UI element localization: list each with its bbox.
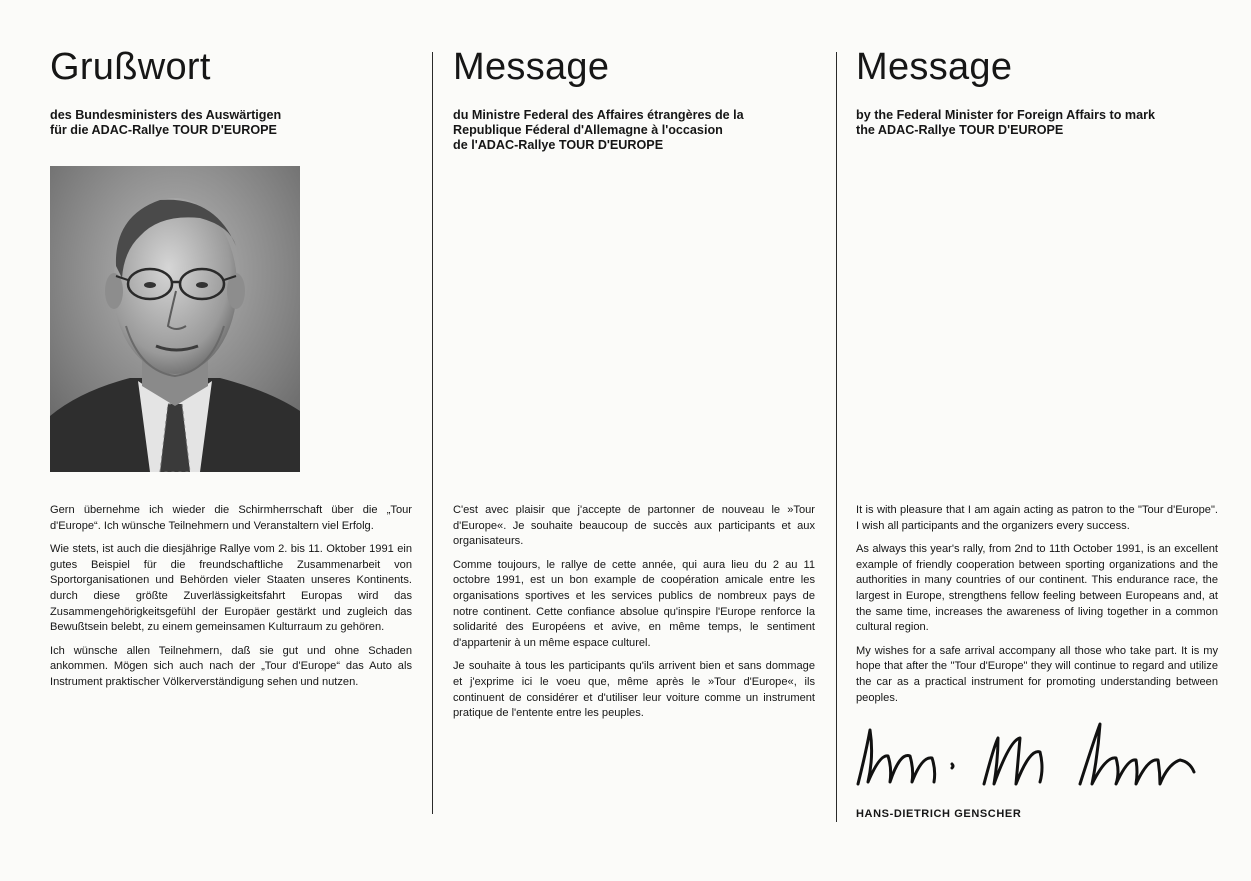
subtitle-line: des Bundesministers des Auswärtigen — [50, 108, 282, 122]
french-column — [453, 0, 815, 881]
body-paragraph: Gern übernehme ich wieder die Schirmherrschaft über die „Tour d'Europe“. Ich wünsche Teilnehmern und Veranstaltern viel Erfolg. — [50, 504, 412, 532]
subtitle — [453, 108, 813, 153]
body-paragraph: As always this year's rally, from 2nd to 11th October 1991, is an excellent example of friendly cooperation between sporting organizations and the authorities in many countries of our continent. This endurance race, the largest in Europe, strengthens fellow feeling between Europeans and, at the same time, increases the awareness of living together in a common cultural region. — [856, 543, 1218, 634]
subtitle-line: Republique Féderal d'Allemagne à l'occasion — [453, 123, 723, 137]
body-paragraph: My wishes for a safe arrival accompany all those who take part. It is my hope that after the "Tour d'Europe" they will continue to regard and utilize the car as a practical instrument for promoting understanding between peoples. — [856, 644, 1218, 704]
subtitle-line: de l'ADAC-Rallye TOUR D'EUROPE — [453, 138, 664, 152]
column-divider — [432, 52, 433, 814]
body-paragraph: Ich wünsche allen Teilnehmern, daß sie gut und ohne Schaden ankommen. Mögen sich auch nach der „Tour d'Europe“ das Auto als Instrument praktischer Völkerverständigung sehen und nutzen. — [50, 644, 412, 688]
portrait-photo — [50, 166, 300, 472]
subtitle-line: für die ADAC-Rallye TOUR D'EUROPE — [50, 123, 277, 137]
body-paragraph: Comme toujours, le rallye de cette année, qui aura lieu du 2 au 11 octobre 1991, est un bon example de coopération amicale entre les organisations sportives et les services publics de nombreux pays de notre continent. Cette confiance absolue qu'inspire l'Europe renforce la solidarité des Européens et avive, en même temps, le sentiment d'appartenir à un même espace culturel. — [453, 558, 815, 649]
page-title: Grußwort — [50, 46, 211, 88]
body-paragraph: It is with pleasure that I am again acting as patron to the "Tour d'Europe". I wish all participants and the organizers every success. — [856, 504, 1218, 532]
column-divider — [836, 52, 837, 822]
body-paragraph: Wie stets, ist auch die diesjährige Rallye vom 2. bis 11. Oktober 1991 ein gutes Beispiel für die freundschaftliche Zusammenarbeit von Sportorganisationen und Behörden vieler Staaten unseres Kontinents. durch diese größte Zuverlässigkeitsfahrt Europas wird das Zusammengehörigkeitsgefühl der Europäer gestärkt und zugleich das Bewußtsein belebt, zu einem gemeinsamen Kulturraum zu gehören. — [50, 543, 412, 634]
subtitle-line: du Ministre Federal des Affaires étrangères de la — [453, 108, 744, 122]
subtitle — [856, 108, 1216, 138]
english-column — [856, 0, 1218, 881]
message-body — [50, 503, 412, 699]
page-title: Message — [453, 46, 610, 88]
message-body — [453, 503, 815, 730]
page-title: Message — [856, 46, 1013, 88]
subtitle-line: the ADAC-Rallye TOUR D'EUROPE — [856, 123, 1064, 137]
handwritten-signature — [844, 712, 1214, 804]
german-column — [50, 0, 412, 881]
subtitle-line: by the Federal Minister for Foreign Affairs to mark — [856, 108, 1156, 122]
body-paragraph: Je souhaite à tous les participants qu'ils arrivent bien et sans dommage et j'exprime ici le voeu que, même après le »Tour d'Europe«, ils continuent de considérer et d'utiliser leur voiture comme un instrument pratique de l'entente entre les peuples. — [453, 660, 815, 720]
signer-name: HANS-DIETRICH GENSCHER — [856, 808, 1022, 820]
subtitle — [50, 108, 410, 138]
body-paragraph: C'est avec plaisir que j'accepte de partonner de nouveau le »Tour d'Europe«. Je souhaite beaucoup de succès aux participants et aux organisateurs. — [453, 504, 815, 548]
message-body — [856, 503, 1218, 714]
